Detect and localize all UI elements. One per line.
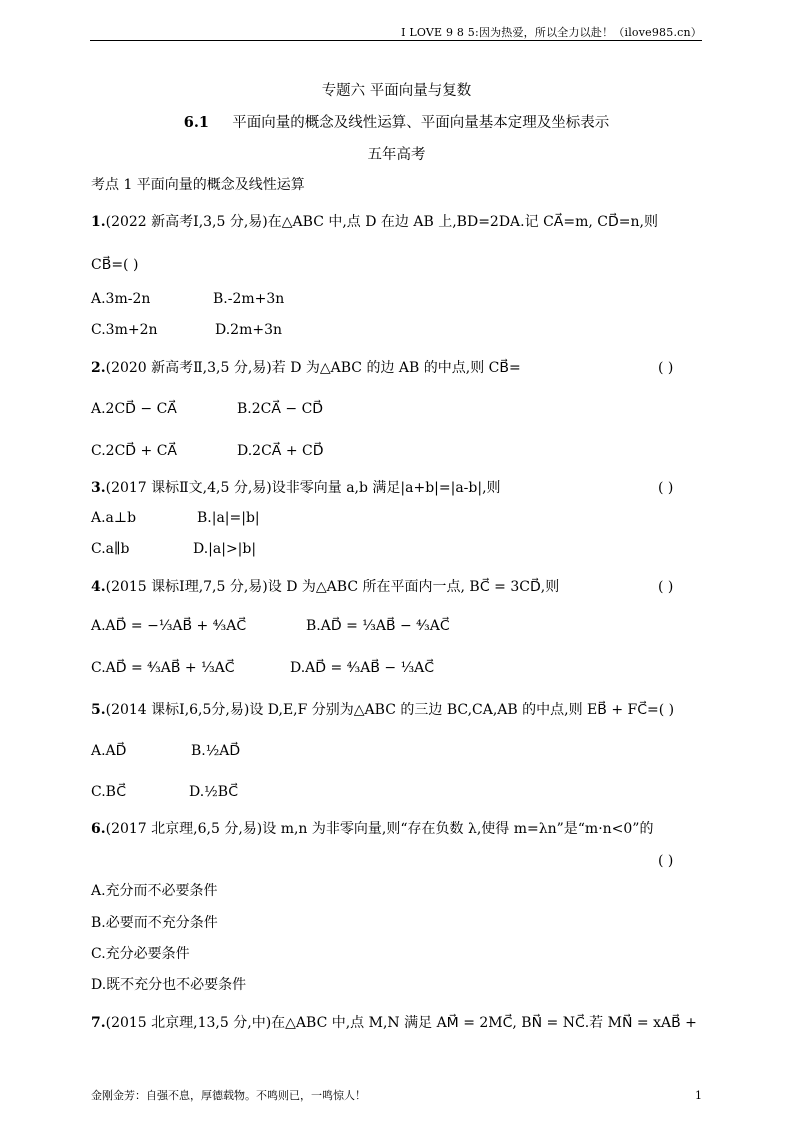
answer-paren: ( ) [658,480,674,496]
section-title [0,113,793,133]
page-header [90,22,702,41]
question-stem: (2014 课标Ⅰ,6,5分,易)设 D,E,F 分别为△ABC 的三边 BC,CA,AB 的中点,则 EB⃗ + FC⃗=( ) [105,702,675,718]
question-stem: (2017 北京理,6,5 分,易)设 m,n 为非零向量,则“存在负数 λ,使得 m=λn”是“m·n<0”的 [105,821,654,837]
question-stem: (2015 北京理,13,5 分,中)在△ABC 中,点 M,N 满足 AM⃗ = 2MC⃗, BN⃗ = NC⃗.若 MN⃗ = xAB⃗ + [105,1015,697,1031]
question-6 [91,819,653,839]
option-b: B.|a|=|b| [197,510,260,526]
option-a: A.2CD⃗ − CA⃗ [91,401,177,417]
question-3 [91,478,501,498]
question-7 [91,1013,697,1033]
page-number: 1 [695,1089,702,1102]
option-a: A.3m-2n [91,291,151,307]
question-number: 6. [91,821,106,837]
option-c: C.a∥b [91,541,130,557]
header-text: I LOVE 9 8 5:因为热爱，所以全力以赴！（ilove985.cn） [401,26,702,39]
option-d: D.2m+3n [215,322,283,338]
option-b: B.2CA⃗ − CD⃗ [237,401,324,417]
question-number: 4. [91,579,106,595]
option-a: A.a⊥b [91,510,137,526]
answer-paren: ( ) [658,360,674,376]
option-c: C.2CD⃗ + CA⃗ [91,443,177,459]
question-number: 7. [91,1015,106,1031]
option-b: B.AD⃗ = ⅓AB⃗ − ⁴⁄₃AC⃗ [306,618,450,634]
option-b: B.½AD⃗ [191,743,241,759]
option-a: A.AD⃗ = −⅓AB⃗ + ⁴⁄₃AC⃗ [91,618,247,634]
question-2 [91,358,521,378]
kaodian-heading: 考点 1 平面向量的概念及线性运算 [91,177,305,193]
question-stem: (2020 新高考Ⅱ,3,5 分,易)若 D 为△ABC 的边 AB 的中点,则 CB⃗= [105,360,521,376]
option-d: D.2CA⃗ + CD⃗ [237,443,324,459]
option-d: D.|a|>|b| [193,541,257,557]
question-stem: (2022 新高考Ⅰ,3,5 分,易)在△ABC 中,点 D 在边 AB 上,BD=2DA.记 CA⃗=m, CD⃗=n,则 [105,214,658,230]
answer-paren: ( ) [658,853,674,869]
question-stem: (2017 课标Ⅱ文,4,5 分,易)设非零向量 a,b 满足|a+b|=|a-b|,则 [105,480,501,496]
question-1-continuation: CB⃗=( ) [91,257,139,273]
question-4 [91,577,559,597]
question-stem: (2015 课标Ⅰ理,7,5 分,易)设 D 为△ABC 所在平面内一点, BC⃗ = 3CD⃗,则 [105,579,560,595]
question-number: 5. [91,702,106,718]
option-c: C.AD⃗ = ⁴⁄₃AB⃗ + ⅓AC⃗ [91,660,235,676]
option-b: B.-2m+3n [213,291,285,307]
option-c: C.充分必要条件 [91,946,190,962]
section-number: 6.1 [183,114,209,131]
question-5 [91,700,674,720]
answer-paren: ( ) [658,579,674,595]
option-c: C.3m+2n [91,322,158,338]
subtitle: 五年高考 [367,147,426,163]
option-c: C.BC⃗ [91,784,126,800]
option-a: A.AD⃗ [91,743,127,759]
footer-motto: 金刚金芳：自强不息，厚德载物。不鸣则已，一鸣惊人！ [91,1089,366,1102]
option-d: D.既不充分也不必要条件 [91,977,247,993]
option-d: D.½BC⃗ [189,784,239,800]
option-a: A.充分而不必要条件 [91,883,218,899]
section-title-text: 平面向量的概念及线性运算、平面向量基本定理及坐标表示 [232,115,610,131]
option-b: B.必要而不充分条件 [91,915,218,931]
topic-title: 专题六 平面向量与复数 [321,83,472,99]
question-number: 1. [91,214,106,230]
question-number: 2. [91,360,106,376]
question-number: 3. [91,480,106,496]
option-d: D.AD⃗ = ⁴⁄₃AB⃗ − ⅓AC⃗ [290,660,435,676]
question-1 [91,212,658,232]
